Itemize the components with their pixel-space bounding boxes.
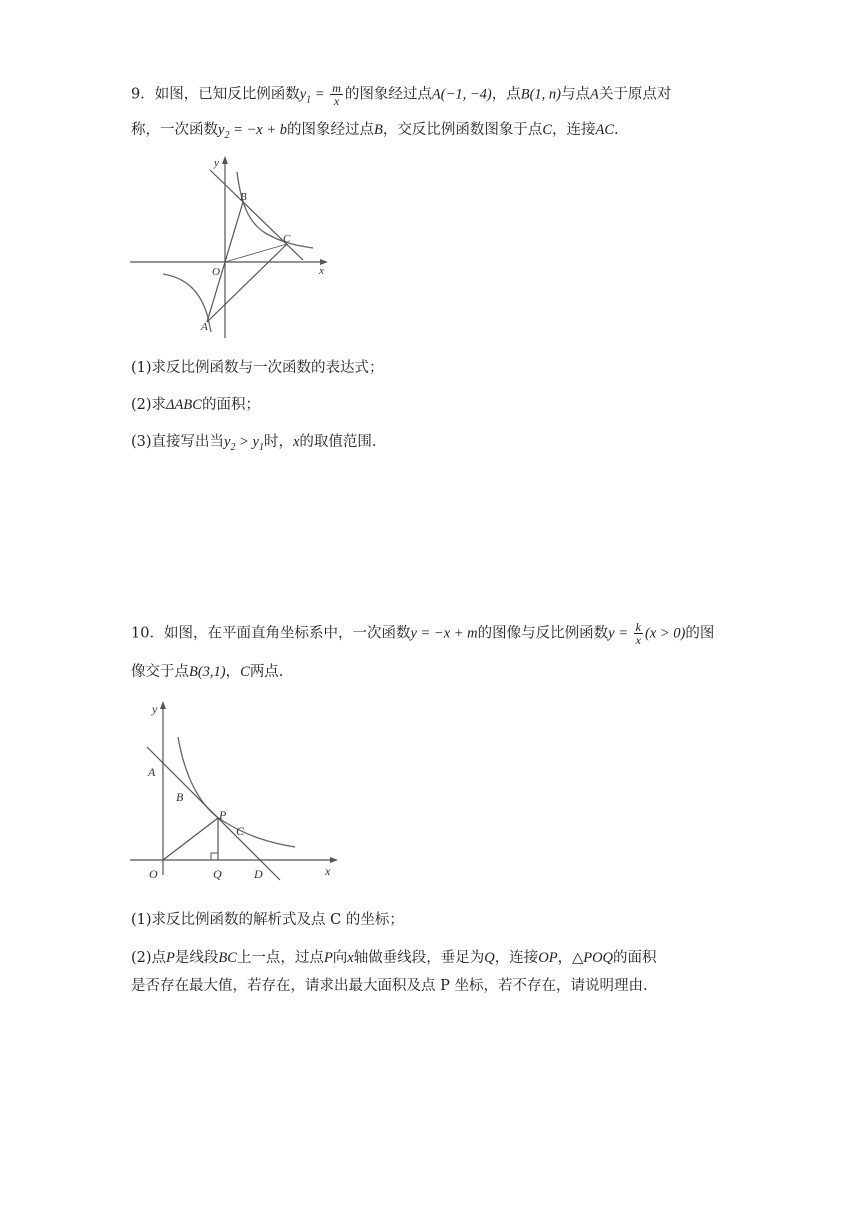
label-C: C [236,824,245,838]
q9-part-1: (1)求反比例函数与一次函数的表达式； [131,360,384,376]
label-D: D [254,867,263,881]
q9-number: 9． [131,86,155,103]
y-axis-arrow [160,701,166,709]
right-angle-mark [211,853,218,860]
label-Q: Q [213,867,222,881]
q9-part-2: (2)求ΔABC的面积； [131,397,260,413]
label-P: P [219,808,227,822]
label-B: B [240,191,247,203]
label-x: x [319,265,324,277]
q10-number: 10． [131,625,164,642]
q9-line-1: 9．如图，已知反比例函数$y_1$ = $\frac{m}{x}$ 的图象经过点A(−1, −4)，点B(1, n)与点A关于原点对 [131,81,672,108]
fraction-m-over-x: $\frac{m}{x}$ [332,81,341,108]
hyperbola-branch-q1 [237,172,313,248]
label-A: A [148,765,156,779]
segment-OP [163,818,218,860]
label-C: C [283,233,291,245]
line-y2 [210,170,303,260]
q10-part-1: (1)求反比例函数的解析式及点 C 的坐标； [131,912,404,928]
label-O: O [149,867,158,881]
q10-line-1: 10．如图，在平面直角坐标系中，一次函数y = −x + m的图像与反比例函数y = $\frac{k}{x}$ (x > 0)的图 [131,620,715,647]
label-y: y [152,702,158,716]
y-axis-arrow [222,156,228,164]
q10-figure [125,697,345,887]
q9-part-3: (3)直接写出当$y_2 > y_1$时，x的取值范围. [131,434,377,453]
q9-line-2: 称，一次函数$y_2 = -x + b$的图象经过点B，交反比例函数图象于点C，连接AC. [131,122,619,141]
x-axis-arrow [330,857,338,863]
q10-part-2-line-1: (2)点P是线段BC上一点，过点P向x轴做垂线段，垂足为Q，连接OP，△POQ的面积 [131,950,657,966]
q10-line-2: 像交于点B(3,1)，C两点. [131,664,284,680]
fraction-k-over-x: $\frac{k}{x}$ [635,620,641,647]
label-O: O [212,266,220,278]
q10-part-2-line-2: 是否存在最大值，若存在，请求出最大面积及点 P 坐标，若不存在，请说明理由. [131,978,648,994]
label-x: x [325,864,331,878]
label-A: A [201,321,208,333]
label-B: B [176,790,184,804]
q9-figure [125,152,335,342]
label-y: y [214,157,219,169]
